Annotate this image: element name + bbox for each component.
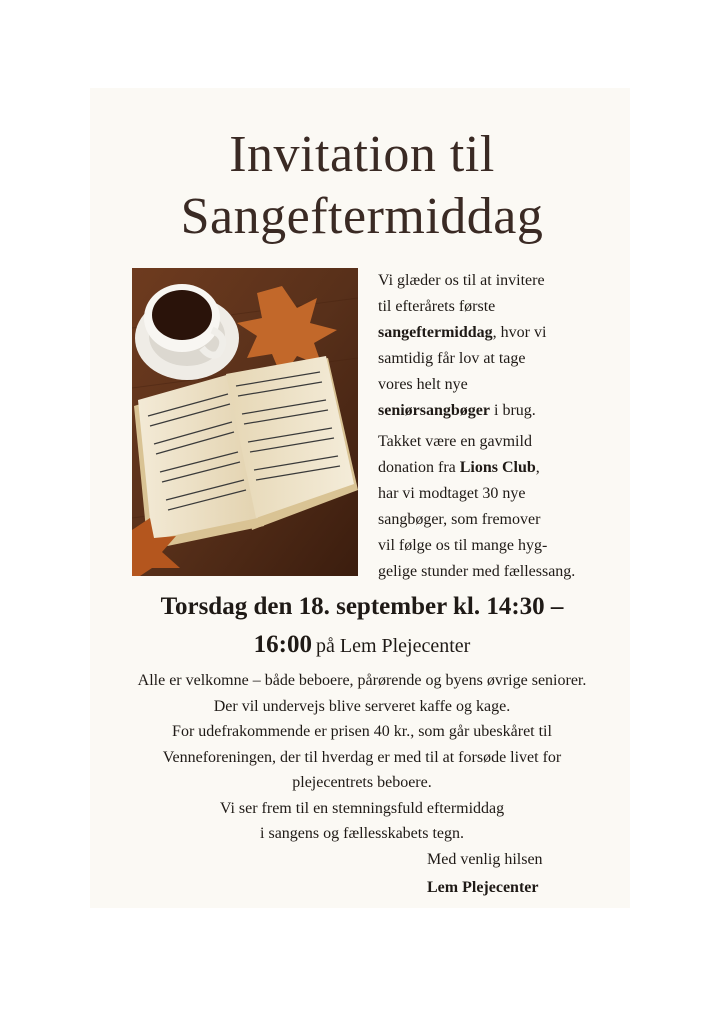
intro-line: , hvor vi [492,324,547,341]
body-line: For udefrakommende er prisen 40 kr., som går ubeskåret til [172,723,552,740]
intro-line: i brug. [490,402,536,419]
intro-line: Takket være en gavmild [378,433,532,450]
signature [427,846,543,902]
sponsor-name-bold: Lions Club [459,459,536,476]
intro-line: donation fra [378,459,460,476]
intro-line: sangbøger, som fremover [378,511,541,528]
invitation-body [90,668,634,847]
event-date-time: Torsdag den 18. september kl. 14:30 – [160,593,564,620]
body-line: Der vil undervejs blive serveret kaffe og kage. [213,697,511,715]
intro-paragraph-2 [378,429,628,585]
signature-name: Lem Plejecenter [427,879,539,896]
event-name-bold: sangeftermiddag [378,324,493,341]
body-line: Vi ser frem til en stemningsfuld eftermiddag [219,799,505,817]
coffee-songbook-photo [132,268,358,576]
intro-text [378,268,628,585]
signature-greeting: Med venlig hilsen [427,851,543,868]
event-time-place [0,628,724,665]
title-line-2: Sangeftermiddag [180,188,544,245]
body-line: Venneforeningen, der til hverdag er med til at forsøde livet for [162,748,562,766]
title-line-1: Invitation til [229,126,495,183]
body-line: Alle er velkomne – både beboere, pårørende og byens øvrige seniorer. [137,672,587,689]
intro-line: har vi modtaget 30 nye [378,485,526,502]
songbook-name-bold: seniørsangbøger [378,402,490,419]
intro-line: vil følge os til mange hyg- [378,537,548,554]
body-line: plejecentrets beboere. [292,774,432,791]
intro-line: til efterårets første [378,298,496,315]
intro-line: vores helt nye [378,376,468,393]
event-end-time: 16:00 [253,631,312,658]
body-line: i sangens og fællesskabets tegn. [260,825,464,842]
intro-paragraph-1 [378,268,628,424]
intro-line: Vi glæder os til at invitere [378,272,545,289]
intro-line: gelige stunder med fællessang. [378,563,576,580]
intro-line: , [535,459,540,476]
intro-line: samtidig får lov at tage [378,350,526,367]
event-place: på Lem Plejecenter [315,635,471,657]
